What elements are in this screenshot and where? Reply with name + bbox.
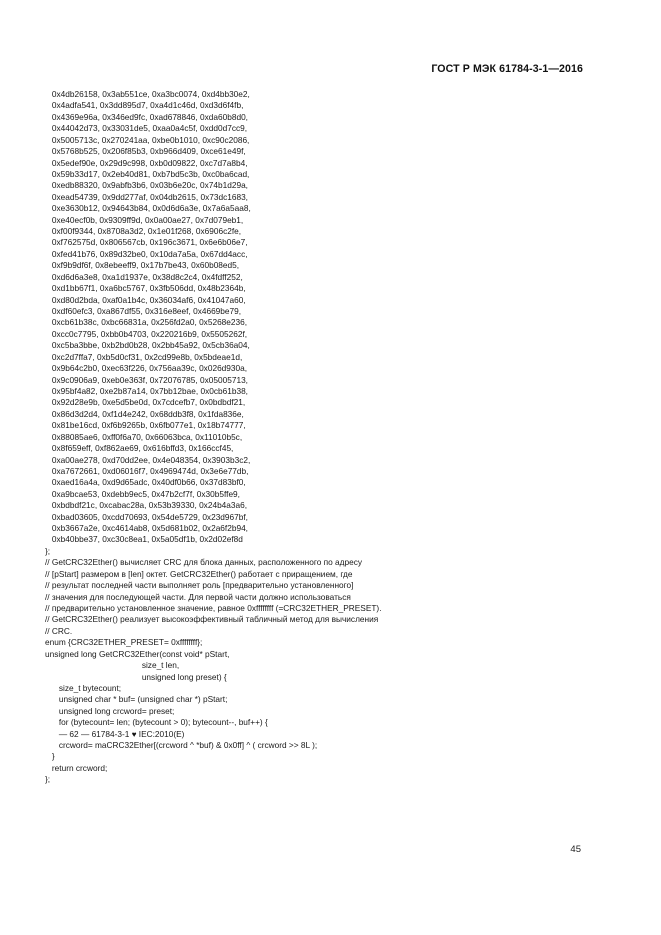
code-line: 0xe3630b12, 0x94643b84, 0x0d6d6a3e, 0x7a6a5aa8, bbox=[45, 203, 251, 214]
code-line: 0x81be16cd, 0xf6b9265b, 0x6fb077e1, 0x18b74777, bbox=[45, 420, 246, 431]
code-line: unsigned long GetCRC32Ether(const void* pStart, bbox=[45, 648, 230, 659]
code-line: 0xc2d7ffa7, 0xb5d0cf31, 0x2cd99e8b, 0x5bdeae1d, bbox=[45, 351, 243, 362]
code-line: }; bbox=[45, 774, 51, 785]
code-line: 0x5005713c, 0x270241aa, 0xbe0b1010, 0xc90c2086, bbox=[45, 134, 250, 145]
code-line: 0x4369e96a, 0x346ed9fc, 0xad678846, 0xda60b8d0, bbox=[45, 111, 248, 122]
document-header: ГОСТ Р МЭК 61784-3-1—2016 bbox=[431, 63, 583, 75]
page-marker-text: IEC:2010(E) bbox=[136, 728, 185, 739]
code-line: 0xdf60efc3, 0xa867df55, 0x316e8eef, 0x4669be79, bbox=[45, 306, 242, 317]
code-line: 0xa9bcae53, 0xdebb9ec5, 0x47b2cf7f, 0x30b5ffe9, bbox=[45, 488, 240, 499]
code-line: 0xd1bb67f1, 0xa6bc5767, 0x3fb506dd, 0x48b2364b, bbox=[45, 283, 246, 294]
page-number: 45 bbox=[570, 844, 581, 855]
code-line: 0x9b64c2b0, 0xec63f226, 0x756aa39c, 0x026d930a, bbox=[45, 363, 248, 374]
code-line: unsigned long crcword= preset; bbox=[45, 705, 175, 716]
code-line: 0xb40bbe37, 0xc30c8ea1, 0x5a05df1b, 0x2d02ef8d bbox=[45, 534, 243, 545]
code-line: 0xc5ba3bbe, 0xb2bd0b28, 0x2bb45a92, 0x5cb36a04, bbox=[45, 340, 250, 351]
code-line: 0xbad03605, 0xcdd70693, 0x54de5729, 0x23d967bf, bbox=[45, 511, 248, 522]
code-line: 0xbdbdf21c, 0xcabac28a, 0x53b39330, 0x24b4a3a6, bbox=[45, 500, 248, 511]
code-line: // GetCRC32Ether() вычисляет CRC для блока данных, расположенного по адресу bbox=[45, 557, 363, 568]
code-line: 0xa7672661, 0xd06016f7, 0x4969474d, 0x3e6e77db, bbox=[45, 465, 249, 476]
code-line: 0x59b33d17, 0x2eb40d81, 0xb7bd5c3b, 0xc0ba6cad, bbox=[45, 168, 250, 179]
code-line: 0xedb88320, 0x9abfb3b6, 0x03b6e20c, 0x74b1d29a, bbox=[45, 180, 248, 191]
code-line: unsigned char * buf= (unsigned char *) pStart; bbox=[45, 694, 228, 705]
page-marker-line bbox=[45, 729, 382, 740]
code-line: size_t bytecount; bbox=[45, 682, 122, 693]
code-line: 0x9c0906a9, 0xeb0e363f, 0x72076785, 0x05005713, bbox=[45, 374, 248, 385]
code-line: for (bytecount= len; (bytecount > 0); bytecount--, buf++) { bbox=[45, 717, 268, 728]
code-listing bbox=[45, 89, 382, 786]
heart-icon: ♥ bbox=[131, 729, 137, 739]
code-line: 0x86d3d2d4, 0xf1d4e242, 0x68ddb3f8, 0x1fda836e, bbox=[45, 408, 244, 419]
code-line: 0x95bf4a82, 0xe2b87a14, 0x7bb12bae, 0x0cb61b38, bbox=[45, 385, 248, 396]
code-line: // [pStart] размером в [len] октет. GetCRC32Ether() работает с приращением, где bbox=[45, 568, 353, 579]
code-line: 0x8f659eff, 0xf862ae69, 0x616bffd3, 0x166ccf45, bbox=[45, 443, 234, 454]
code-line: // значения для последующей части. Для первой части должно использоваться bbox=[45, 591, 351, 602]
code-line: 0xf00f9344, 0x8708a3d2, 0x1e01f268, 0x6906c2fe, bbox=[45, 226, 242, 237]
code-line: 0xd6d6a3e8, 0xa1d1937e, 0x38d8c2c4, 0x4fdff252, bbox=[45, 271, 243, 282]
code-line: 0xf9b9df6f, 0x8ebeeff9, 0x17b7be43, 0x60b08ed5, bbox=[45, 260, 240, 271]
code-line: // CRC. bbox=[45, 625, 73, 636]
code-line: }; bbox=[45, 545, 51, 556]
code-line: 0xb3667a2e, 0xc4614ab8, 0x5d681b02, 0x2a6f2b94, bbox=[45, 523, 248, 534]
code-line: 0x4adfa541, 0x3dd895d7, 0xa4d1c46d, 0xd3d6f4fb, bbox=[45, 100, 244, 111]
code-line: 0xead54739, 0x9dd277af, 0x04db2615, 0x73dc1683, bbox=[45, 191, 248, 202]
code-line: 0xf762575d, 0x806567cb, 0x196c3671, 0x6e6b06e7, bbox=[45, 237, 248, 248]
code-line: size_t len, bbox=[45, 660, 180, 671]
code-line: // результат последней части выполняет роль [предварительно установленного] bbox=[45, 580, 354, 591]
code-line: 0xaed16a4a, 0xd9d65adc, 0x40df0b66, 0x37d83bf0, bbox=[45, 477, 246, 488]
code-line: enum {CRC32ETHER_PRESET= 0xffffffff}; bbox=[45, 637, 203, 648]
code-line: 0xcc0c7795, 0xbb0b4703, 0x220216b9, 0x5505262f, bbox=[45, 328, 248, 339]
code-line: return crcword; bbox=[45, 762, 108, 773]
page-marker-text: — 62 — 61784-3-1 bbox=[45, 728, 132, 739]
code-line: 0xd80d2bda, 0xaf0a1b4c, 0x36034af6, 0x41047a60, bbox=[45, 294, 246, 305]
code-line: 0xcb61b38c, 0xbc66831a, 0x256fd2a0, 0x5268e236, bbox=[45, 317, 248, 328]
code-line: 0x92d28e9b, 0xe5d5be0d, 0x7cdcefb7, 0x0bdbdf21, bbox=[45, 397, 246, 408]
code-line: crcword= maCRC32Ether[(crcword ^ *buf) & 0x0ff] ^ ( crcword >> 8L ); bbox=[45, 740, 318, 751]
code-line: // GetCRC32Ether() реализует высокоэффективный табличный метод для вычисления bbox=[45, 614, 379, 625]
code-line: 0x4db26158, 0x3ab551ce, 0xa3bc0074, 0xd4bb30e2, bbox=[45, 89, 250, 99]
code-line: } bbox=[45, 751, 55, 762]
code-line: 0x88085ae6, 0xff0f6a70, 0x66063bca, 0x11010b5c, bbox=[45, 431, 243, 442]
code-line: 0xe40ecf0b, 0x9309ff9d, 0x0a00ae27, 0x7d079eb1, bbox=[45, 214, 244, 225]
code-line: // предварительно установленное значение, равное 0xffffffff (=CRC32ETHER_PRESET). bbox=[45, 602, 382, 613]
code-line: 0x5768b525, 0x206f85b3, 0xb966d409, 0xce61e49f, bbox=[45, 146, 246, 157]
code-line: 0xa00ae278, 0xd70dd2ee, 0x4e048354, 0x3903b3c2, bbox=[45, 454, 251, 465]
code-line: 0x5edef90e, 0x29d9c998, 0xb0d09822, 0xc7d7a8b4, bbox=[45, 157, 248, 168]
code-line: 0x44042d73, 0x33031de5, 0xaa0a4c5f, 0xdd0d7cc9, bbox=[45, 123, 248, 134]
code-line: 0xfed41b76, 0x89d32be0, 0x10da7a5a, 0x67dd4acc, bbox=[45, 248, 248, 259]
code-line: unsigned long preset) { bbox=[45, 671, 227, 682]
